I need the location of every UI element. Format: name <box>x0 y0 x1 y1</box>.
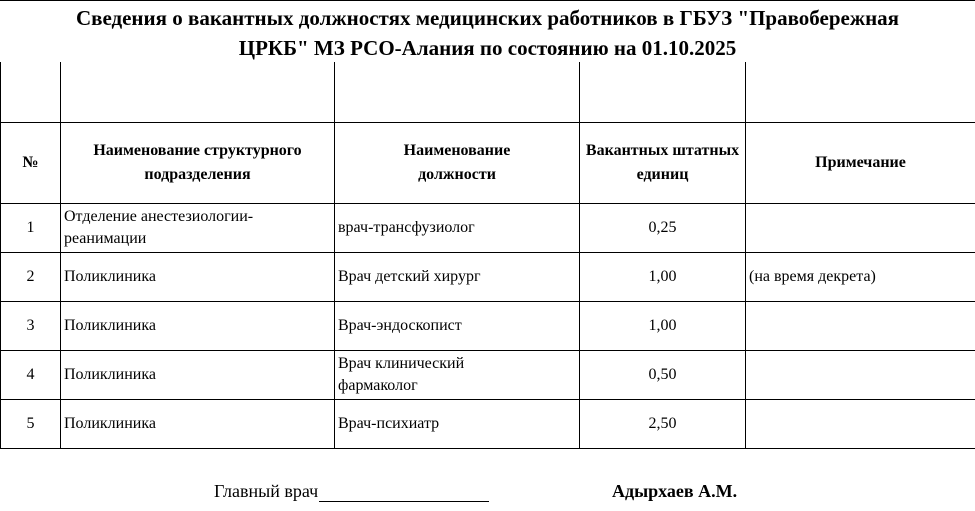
empty-cell <box>61 62 335 123</box>
table-row <box>1 253 975 302</box>
sign-label: Главный врач <box>214 481 319 501</box>
cell-vacancies: 0,25 <box>580 204 746 253</box>
signer-name: Адырхаев А.М. <box>612 481 738 501</box>
cell-vacancies: 1,00 <box>580 302 746 351</box>
table-row <box>1 351 975 400</box>
table-row <box>1 204 975 253</box>
cell-vacancies: 2,50 <box>580 400 746 449</box>
cell-note: (на время декрета) <box>746 253 975 302</box>
cell-position: Врач клинический фармаколог <box>335 351 580 400</box>
header-note: Примечание <box>746 123 975 204</box>
cell-department: Поликлиника <box>61 253 335 302</box>
header-department: Наименование структурного подразделения <box>61 123 335 204</box>
cell-note <box>746 351 975 400</box>
cell-num: 4 <box>1 351 61 400</box>
title-line-2: ЦРКБ" МЗ РСО-Алания по состоянию на 01.10.2025 <box>238 36 737 60</box>
empty-cell <box>1 62 61 123</box>
header-vacancies: Вакантных штатных единиц <box>580 123 746 204</box>
top-border <box>0 0 975 1</box>
cell-position: Врач-эндоскопист <box>335 302 580 351</box>
empty-cell <box>746 62 975 123</box>
cell-position: Врач-психиатр <box>335 400 580 449</box>
signature-block <box>214 480 489 502</box>
table-header-row <box>1 123 975 204</box>
empty-cell <box>335 62 580 123</box>
cell-note <box>746 204 975 253</box>
cell-note <box>746 400 975 449</box>
cell-position: Врач детский хирург <box>335 253 580 302</box>
cell-note <box>746 302 975 351</box>
signature-line <box>319 483 489 502</box>
cell-num: 1 <box>1 204 61 253</box>
cell-department: Поликлиника <box>61 351 335 400</box>
cell-num: 5 <box>1 400 61 449</box>
cell-num: 3 <box>1 302 61 351</box>
cell-department: Поликлиника <box>61 400 335 449</box>
cell-department: Поликлиника <box>61 302 335 351</box>
table-row <box>1 400 975 449</box>
cell-department: Отделение анестезиологии-реанимации <box>61 204 335 253</box>
vacancies-table <box>0 62 975 449</box>
table-row <box>1 302 975 351</box>
header-num: № <box>1 123 61 204</box>
header-position: Наименование должности <box>335 123 580 204</box>
empty-row <box>1 62 975 123</box>
cell-position: врач-трансфузиолог <box>335 204 580 253</box>
cell-vacancies: 0,50 <box>580 351 746 400</box>
document-title <box>0 3 975 63</box>
cell-vacancies: 1,00 <box>580 253 746 302</box>
empty-cell <box>580 62 746 123</box>
cell-num: 2 <box>1 253 61 302</box>
title-line-1: Сведения о вакантных должностях медицинских работников в ГБУЗ "Правобережная <box>75 6 900 30</box>
